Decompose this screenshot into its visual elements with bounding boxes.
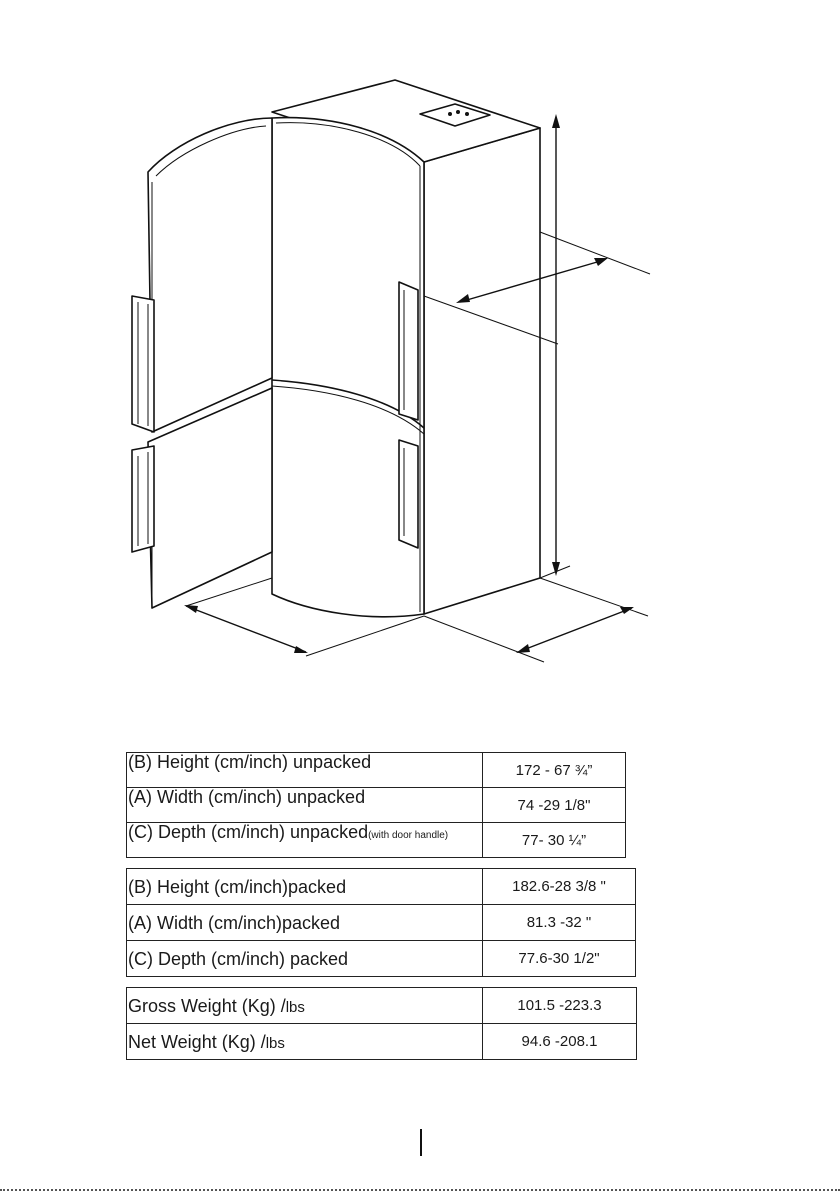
row-label-cell	[127, 988, 483, 1024]
page-marker	[420, 1129, 422, 1156]
unpacked-dimensions-table	[126, 752, 626, 858]
upper-door-handle-icon	[132, 296, 154, 432]
table-row	[127, 869, 636, 905]
table-row	[127, 823, 626, 858]
bottom-divider	[0, 1189, 840, 1191]
table-row	[127, 753, 626, 788]
row-label: (A) Width (cm/inch) unpacked	[127, 788, 483, 823]
row-label-cell	[127, 1024, 483, 1060]
table-row	[127, 988, 637, 1024]
freezer-handle-icon	[399, 440, 418, 548]
row-value: 77- 30 ¼”	[483, 823, 626, 858]
table-row	[127, 905, 636, 941]
row-value: 94.6 -208.1	[483, 1024, 637, 1060]
row-note: (with door handle)	[368, 830, 449, 841]
row-value: 74 -29 1/8"	[483, 788, 626, 823]
row-unit: lbs	[285, 998, 305, 1016]
row-label: (A) Width (cm/inch)packed	[127, 905, 483, 941]
table-row	[127, 1024, 637, 1060]
cabinet-side	[424, 128, 540, 614]
table-row	[127, 788, 626, 823]
row-value: 182.6-28 3/8 "	[483, 869, 636, 905]
row-value: 81.3 -32 "	[483, 905, 636, 941]
row-label-cell	[127, 823, 483, 858]
row-label: Gross Weight (Kg) /	[128, 995, 286, 1016]
row-value: 77.6-30 1/2"	[483, 941, 636, 977]
row-unit: lbs	[265, 1034, 285, 1052]
row-label: (C) Depth (cm/inch) packed	[127, 941, 483, 977]
row-label: (B) Height (cm/inch)packed	[127, 869, 483, 905]
row-label: (C) Depth (cm/inch) unpacked	[128, 822, 369, 842]
width-dimension-line	[186, 606, 306, 652]
row-label: Net Weight (Kg) /	[128, 1031, 266, 1052]
row-value: 101.5 -223.3	[483, 988, 637, 1024]
open-upper-door	[148, 118, 272, 432]
row-label: (B) Height (cm/inch) unpacked	[127, 753, 483, 788]
row-value: 172 - 67 ¾”	[483, 753, 626, 788]
base-dimension-line	[518, 608, 632, 652]
table-row	[127, 941, 636, 977]
packed-dimensions-table	[126, 868, 636, 977]
weights-table	[126, 987, 637, 1060]
fridge-handle-icon	[399, 282, 418, 420]
lower-door-handle-icon	[132, 446, 154, 552]
